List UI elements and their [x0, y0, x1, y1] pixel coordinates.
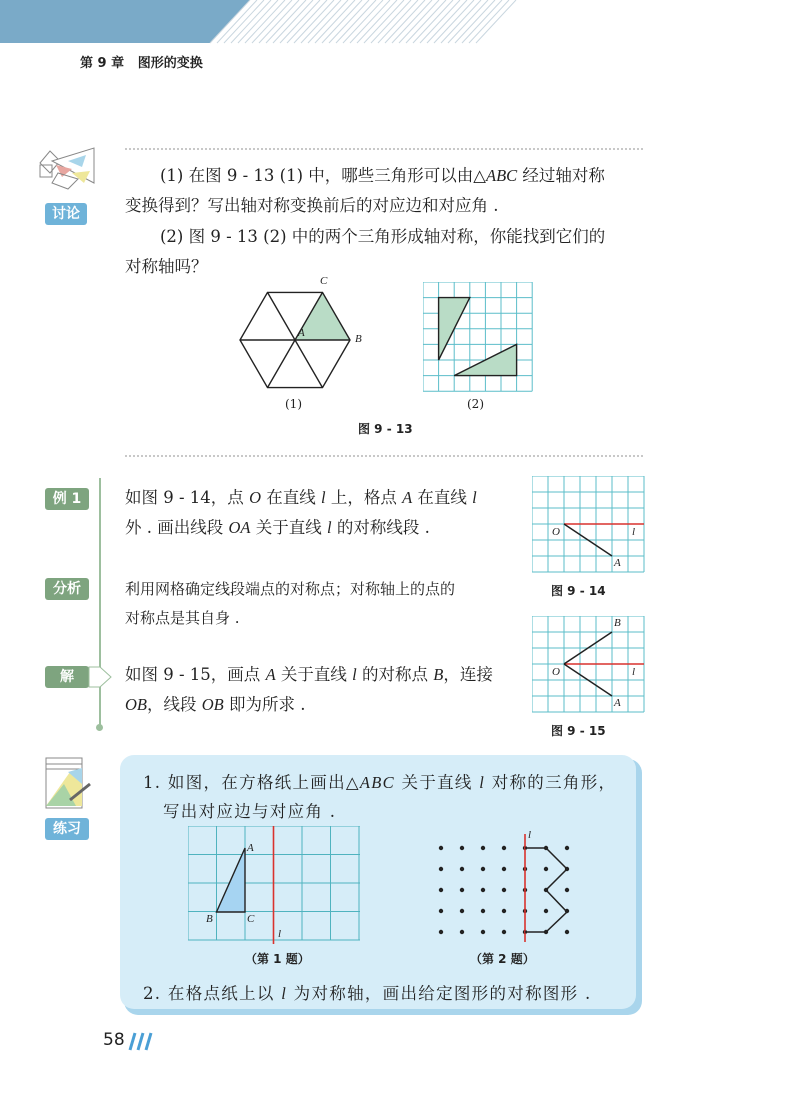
text-segment: ，连接 — [443, 665, 493, 684]
math-symbol: l — [320, 488, 326, 507]
analysis-line — [125, 607, 240, 629]
point-label-a: A — [298, 327, 305, 339]
exercise-q1-line — [143, 772, 616, 794]
math-symbol: A — [402, 488, 413, 507]
figure-9-14 — [532, 476, 646, 575]
text-segment: 如图 9 - 14，点 — [125, 488, 250, 507]
text-segment: 的对称线段 . — [331, 518, 430, 537]
grid-dot — [502, 930, 506, 934]
page-number: 58 — [103, 1030, 125, 1050]
fig15-label-a: A — [614, 697, 621, 709]
ex-label-b: B — [206, 913, 213, 925]
discussion-icon — [38, 143, 100, 195]
exercise-icon — [40, 750, 100, 812]
text-segment: 经过轴对称 — [517, 166, 605, 185]
grid-dot — [565, 846, 569, 850]
timeline-dot — [96, 724, 103, 731]
divider-top — [125, 148, 643, 150]
math-symbol: l — [472, 488, 477, 507]
grid-dot — [565, 930, 569, 934]
exercise-fig2-caption: （第 2 题） — [470, 952, 535, 966]
math-symbol: OB — [201, 695, 224, 714]
math-symbol: ABC — [485, 166, 518, 185]
math-symbol: l — [352, 665, 357, 684]
text-segment: 即为所求 . — [223, 695, 306, 714]
solution-line — [125, 694, 306, 716]
example-label: 例 1 — [45, 488, 89, 510]
fig14-label-l: l — [632, 526, 636, 538]
exercise-label: 练习 — [45, 818, 89, 840]
text-segment: 对称轴吗？ — [125, 257, 208, 276]
text-segment: 关于直线 — [250, 518, 327, 537]
grid-dot — [439, 930, 443, 934]
math-symbol: OB — [125, 695, 147, 714]
grid-dot — [502, 846, 506, 850]
text-segment: 的对称点 — [356, 665, 434, 684]
ex-label-c: C — [247, 913, 255, 925]
math-symbol: l — [326, 518, 332, 537]
text-segment: 在直线 — [260, 488, 321, 507]
math-symbol: OA — [228, 518, 251, 537]
discussion-line — [160, 165, 605, 187]
text-segment: 在直线 — [412, 488, 473, 507]
grid-dot — [460, 930, 464, 934]
math-symbol: A — [265, 665, 276, 684]
solution-label: 解 — [45, 666, 89, 688]
text-segment: 2. 在格点纸上以 — [143, 984, 282, 1003]
subfigure-label-1: (1) — [285, 397, 302, 411]
chapter-title: 图形的变换 — [137, 56, 203, 71]
grid-dot — [460, 867, 464, 871]
text-segment: 上，格点 — [325, 488, 403, 507]
discussion-line — [160, 226, 605, 248]
text-segment: 为对称轴，画出给定图形的对称图形 . — [287, 984, 592, 1003]
exercise-q2-line — [143, 983, 592, 1005]
text-segment: 变换得到？写出轴对称变换前后的对应边和对应角 . — [125, 196, 499, 215]
grid-dot — [460, 888, 464, 892]
analysis-label: 分析 — [45, 578, 89, 600]
point-label-c: C — [320, 275, 328, 287]
grid-dot — [502, 867, 506, 871]
grid-dot — [502, 888, 506, 892]
example-line — [125, 517, 430, 539]
text-segment: 关于直线 — [275, 665, 353, 684]
analysis-line — [125, 578, 455, 600]
grid-dot — [481, 867, 485, 871]
math-symbol: l — [479, 773, 486, 792]
exercise-q1-line — [163, 801, 336, 823]
grid-dot — [439, 846, 443, 850]
text-segment: 关于直线 — [394, 773, 480, 792]
page-slashes-icon — [124, 1031, 154, 1051]
fig15-label-b: B — [614, 617, 621, 629]
grid-dot — [544, 867, 548, 871]
text-segment: ，线段 — [147, 695, 202, 714]
grid-dot — [544, 909, 548, 913]
ex-label-l: l — [278, 928, 282, 940]
grid-dot — [502, 909, 506, 913]
exercise-fig1-grid — [188, 826, 363, 946]
grid-dot — [460, 846, 464, 850]
text-segment: 对称点是其自身 . — [125, 609, 240, 627]
math-symbol: O — [249, 488, 261, 507]
grid-dot — [460, 909, 464, 913]
grid-dot — [481, 930, 485, 934]
chapter-number: 第 9 章 — [80, 56, 125, 71]
text-segment: 对称的三角形， — [485, 773, 617, 792]
math-symbol: l — [281, 984, 288, 1003]
example-line — [125, 487, 477, 509]
grid-dot — [439, 867, 443, 871]
ex-label-a: A — [247, 842, 254, 854]
grid-dot — [481, 909, 485, 913]
math-symbol: B — [433, 665, 444, 684]
text-segment: (2) 图 9 - 13 (2) 中的两个三角形成轴对称，你能找到它们的 — [160, 227, 606, 246]
figure-caption-9-13: 图 9 - 13 — [358, 422, 413, 436]
grid-dot — [565, 888, 569, 892]
fig14-label-a: A — [614, 557, 621, 569]
discussion-line — [125, 195, 499, 217]
solution-line — [125, 664, 493, 686]
point-label-b: B — [355, 333, 362, 345]
discussion-line — [125, 256, 208, 278]
text-segment: 如图 9 - 15，画点 — [125, 665, 266, 684]
exercise-fig2-dot-grid — [430, 834, 580, 946]
grid-dot — [439, 909, 443, 913]
figure-9-15 — [532, 616, 646, 715]
exercise-fig1-caption: （第 1 题） — [245, 952, 310, 966]
text-segment: 写出对应边与对应角 . — [163, 802, 337, 821]
grid-dot — [481, 888, 485, 892]
fig15-label-l: l — [632, 666, 636, 678]
text-segment: (1) 在图 9 - 13 (1) 中，哪些三角形可以由△ — [160, 166, 486, 185]
grid-dot — [481, 846, 485, 850]
text-segment: 1. 如图，在方格纸上画出△ — [143, 773, 360, 792]
grid-dot — [439, 888, 443, 892]
figure-caption-9-15: 图 9 - 15 — [551, 724, 606, 738]
header-banner — [0, 0, 801, 45]
math-symbol: ABC — [359, 773, 395, 792]
fig15-label-o: O — [552, 666, 560, 678]
divider-bottom — [125, 455, 643, 457]
chapter-heading — [80, 52, 203, 71]
discussion-label: 讨论 — [45, 203, 87, 225]
text-segment: 利用网格确定线段端点的对称点；对称轴上的点的 — [125, 580, 456, 598]
figure-caption-9-14: 图 9 - 14 — [551, 584, 606, 598]
solution-arrow-icon — [88, 664, 114, 690]
text-segment: 外 . 画出线段 — [125, 518, 229, 537]
grid-triangles-figure — [423, 282, 535, 394]
ex2-label-l: l — [528, 829, 532, 841]
fig14-label-o: O — [552, 526, 560, 538]
subfigure-label-2: (2) — [467, 397, 484, 411]
